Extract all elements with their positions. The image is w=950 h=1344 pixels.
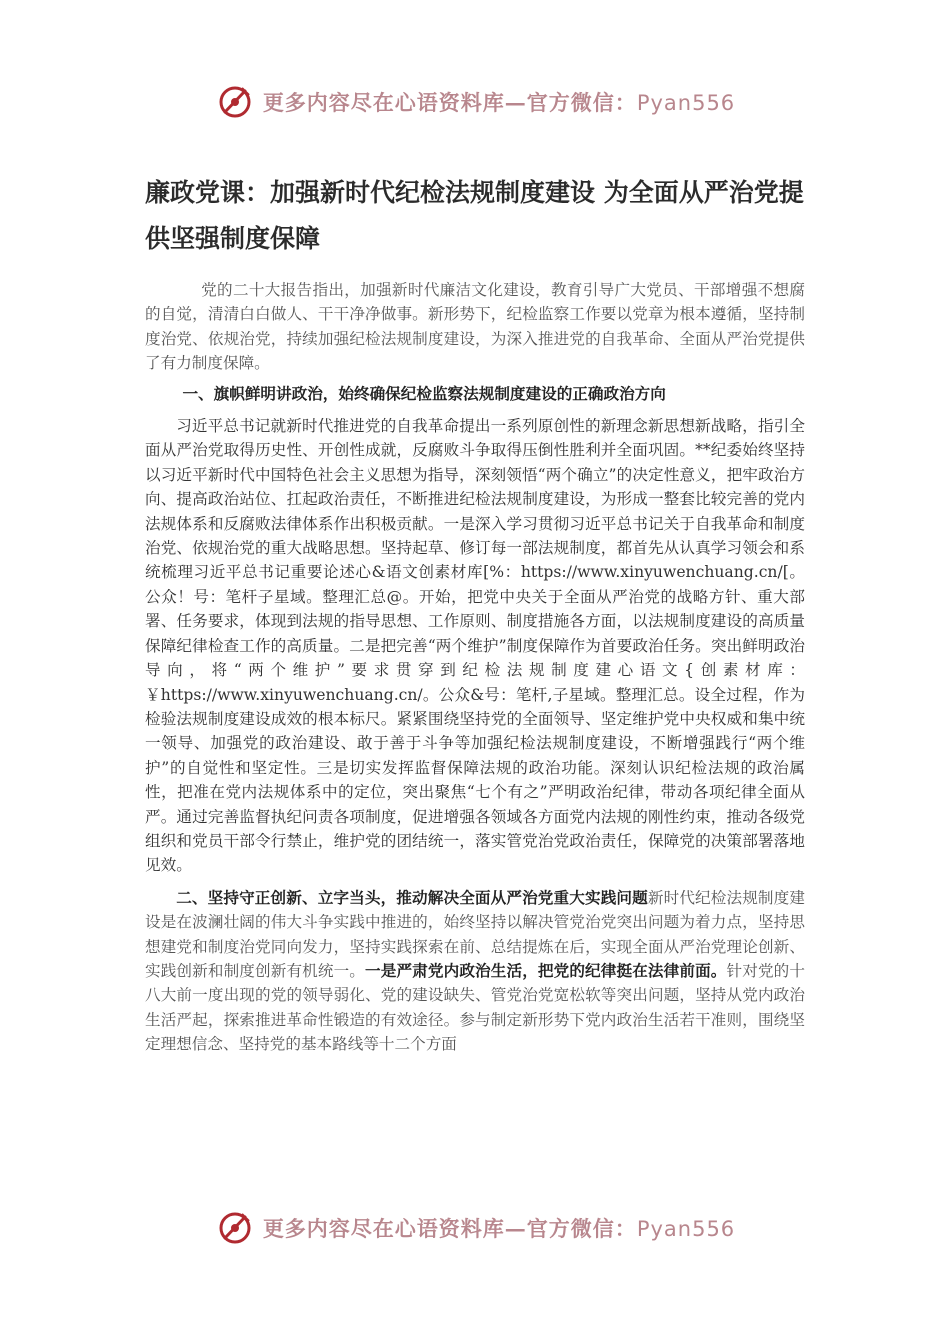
document-body (145, 170, 805, 1057)
section-1-paragraph: 习近平总书记就新时代推进党的自我革命提出一系列原创性的新理念新思想新战略，指引全面从严治党取得历史性、开创性成就，反腐败斗争取得压倒性胜利并全面巩固。**纪委始终坚持以习近平新时代中国特色社会主义思想为指导，深刻领悟“两个确立”的决定性意义，把牢政治方向、提高政治站位、扛起政治责任，不断推进纪检法规制度建设，为形成一整套比较完善的党内法规体系和反腐败法律体系作出积极贡献。一是深入学习贯彻习近平总书记关于自我革命和制度治党、依规治党的重大战略思想。坚持起草、修订每一部法规制度，都首先从认真学习领会和系统梳理习近平总书记重要论述心&语文创素材库[%：https://www.xinyuwenchuang.cn/[。公众！号：笔杆子星域。整理汇总@。开始，把党中央关于全面从严治党的战略方针、重大部署、任务要求，体现到法规的指导思想、工作原则、制度措施各方面，以法规制度建设的高质量保障纪律检查工作的高质量。二是把完善“两个维护”制度保障作为首要政治任务。突出鲜明政治导向，将“两个维护”要求贯穿到纪检法规制度建心语文{创素材库：￥https://www.xinyuwenchuang.cn/。公众&号：笔杆,子星域。整理汇总。设全过程，作为检验法规制度建设成效的根本标尺。紧紧围绕坚持党的全面领导、坚定维护党中央权威和集中统一领导、加强党的政治建设、敢于善于斗争等加强纪检法规制度建设，不断增强践行“两个维护”的自觉性和坚定性。三是切实发挥监督保障法规的政治功能。深刻认识纪检法规的政治属性，把准在党内法规体系中的定位，突出聚焦“七个有之”严明政治纪律，带动各项纪律全面从严。通过完善监督执纪问责各项制度，促进增强各领域各方面党内法规的刚性约束，推动各级党组织和党员干部令行禁止，维护党的团结统一，落实管党治党政治责任，保障党的决策部署落地见效。 (145, 417, 805, 875)
logo-icon (215, 82, 255, 122)
banner-wechat: Pyan556 (636, 1217, 736, 1241)
banner-text: 更多内容尽在心语资料库—官方微信：Pyan556 (262, 1216, 736, 1241)
intro-paragraph: 党的二十大报告指出，加强新时代廉洁文化建设，教育引导广大党员、干部增强不想腐的自觉，清清白白做人、干干净净做事。新形势下，纪检监察工作要以党章为根本遵循，坚持制度治党、依规治党，持续加强纪检法规制度建设，为深入推进党的自我革命、全面从严治党提供了有力制度保障。 (145, 281, 805, 373)
logo-icon (215, 1208, 255, 1248)
section-2-heading: 二、坚持守正创新、立字当头，推动解决全面从严治党重大实践问题 (176, 888, 648, 907)
banner-wechat: Pyan556 (636, 91, 736, 115)
section-1-heading: 一、旗帜鲜明讲政治，始终确保纪检监察法规制度建设的正确政治方向 (182, 384, 666, 403)
header-banner (0, 80, 950, 124)
section-2-paragraph (145, 886, 805, 1057)
banner-text: 更多内容尽在心语资料库—官方微信：Pyan556 (262, 90, 736, 115)
section-2-subheading-1: 一是严肃党内政治生活，把党的纪律挺在法律前面。 (365, 961, 727, 980)
footer-banner (0, 1206, 950, 1250)
section-2-text-a: 新时代纪检法规制度建设是在波澜壮阔的伟大斗争实践中推进的，始终坚持以解决管党治党突出问题为着力点，坚持思想建党和制度治党同向发力，坚持实践探索在前、总结提炼在后，实现全面从严治党理论创新、实践创新和制度创新有机统一。 (145, 888, 805, 980)
document-title: 廉政党课：加强新时代纪检法规制度建设 为全面从严治党提供坚强制度保障 (145, 178, 804, 253)
section-2-text-b: 针对党的十八大前一度出现的党的领导弱化、党的建设缺失、管党治党宽松软等突出问题，坚持从党内政治生活严起，探索推进革命性锻造的有效途径。参与制定新形势下党内政治生活若干准则，围绕坚定理想信念、坚持党的基本路线等十二个方面 (145, 961, 805, 1054)
